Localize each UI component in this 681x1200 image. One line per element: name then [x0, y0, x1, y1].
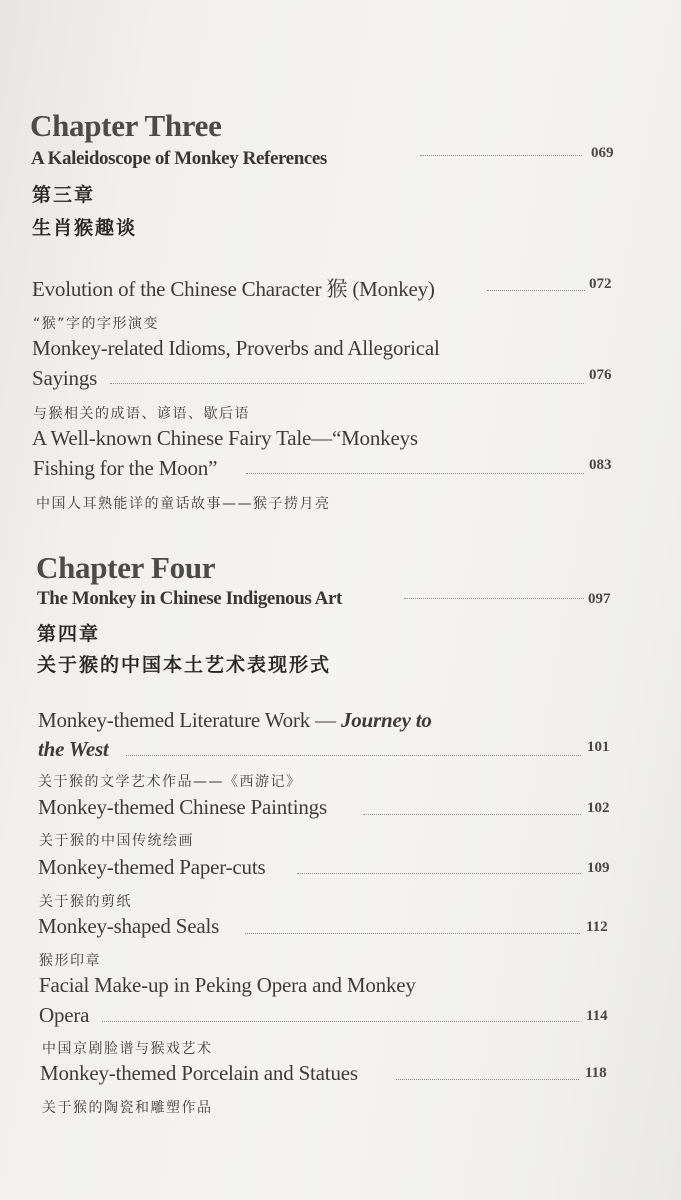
chapter-four-title: Chapter Four [36, 550, 216, 585]
toc-entry-page: 076 [589, 367, 612, 383]
toc-entry-title-part: Monkey-themed Literature Work — [38, 708, 341, 732]
chapter-four-cn-title: 关于猴的中国本土艺术表现形式 [37, 654, 332, 676]
leader-dots [110, 383, 584, 384]
toc-entry-page: 072 [589, 276, 612, 292]
toc-entry-title-cont [38, 737, 109, 762]
leader-dots [487, 290, 585, 291]
toc-entry-title: Evolution of the Chinese Character 猴 (Monkey) [32, 277, 435, 301]
toc-entry-title: Monkey-related Idioms, Proverbs and Allegorical [32, 336, 440, 360]
chapter-three-cn-title: 生肖猴趣谈 [32, 217, 138, 239]
leader-dots [363, 814, 581, 815]
leader-dots [126, 755, 581, 756]
toc-entry-cn: 猴形印章 [39, 953, 101, 969]
toc-entry-title: Monkey-themed Porcelain and Statues [40, 1061, 358, 1085]
toc-entry-page: 114 [586, 1008, 608, 1024]
toc-entry-page: 109 [587, 860, 610, 876]
toc-entry-cn: 关于猴的中国传统绘画 [39, 833, 194, 849]
chapter-three-subtitle: A Kaleidoscope of Monkey References [31, 148, 327, 169]
book-title-emphasis: Journey to [340, 708, 432, 732]
toc-entry-title: Monkey-themed Chinese Paintings [38, 795, 327, 819]
chapter-three-cn-number: 第三章 [32, 184, 96, 206]
chapter-three-page: 069 [591, 145, 614, 161]
toc-entry-cn: 关于猴的陶瓷和雕塑作品 [42, 1100, 213, 1116]
toc-entry-title [38, 708, 432, 733]
toc-entry-cn: 中国人耳熟能详的童话故事——猴子捞月亮 [36, 496, 331, 512]
chapter-three-title: Chapter Three [30, 108, 222, 143]
leader-dots [297, 873, 581, 874]
leader-dots [102, 1021, 579, 1022]
toc-entry-cn: 与猴相关的成语、谚语、歇后语 [33, 406, 250, 422]
leader-dots [245, 933, 580, 934]
toc-entry-cn: 中国京剧脸谱与猴戏艺术 [42, 1041, 213, 1057]
toc-entry-page: 112 [586, 919, 608, 935]
chapter-four-page: 097 [588, 591, 611, 607]
leader-dots [404, 598, 584, 599]
chapter-four-cn-number: 第四章 [37, 623, 101, 645]
toc-entry-cn: “猴”字的字形演变 [33, 316, 160, 332]
toc-entry-cn: 关于猴的文学艺术作品——《西游记》 [38, 774, 302, 790]
toc-entry-title-cont: Fishing for the Moon” [33, 456, 218, 480]
toc-entry-title-cont: Opera [39, 1003, 90, 1027]
toc-entry-title: Monkey-shaped Seals [38, 914, 220, 938]
book-title-emphasis: the West [38, 737, 109, 761]
chapter-four-subtitle: The Monkey in Chinese Indigenous Art [37, 588, 342, 609]
leader-dots [396, 1079, 579, 1080]
leader-dots [246, 473, 584, 474]
toc-entry-page: 102 [587, 800, 610, 816]
toc-entry-cn: 关于猴的剪纸 [39, 894, 132, 910]
toc-entry-title: Facial Make-up in Peking Opera and Monkey [39, 973, 416, 997]
toc-entry-title: Monkey-themed Paper-cuts [38, 855, 266, 879]
toc-entry-title: A Well-known Chinese Fairy Tale—“Monkeys [32, 426, 418, 450]
toc-entry-page: 118 [585, 1065, 607, 1081]
toc-entry-title-cont: Sayings [32, 366, 98, 390]
leader-dots [420, 155, 582, 156]
toc-entry-page: 083 [589, 457, 612, 473]
toc-entry-page: 101 [587, 739, 610, 755]
